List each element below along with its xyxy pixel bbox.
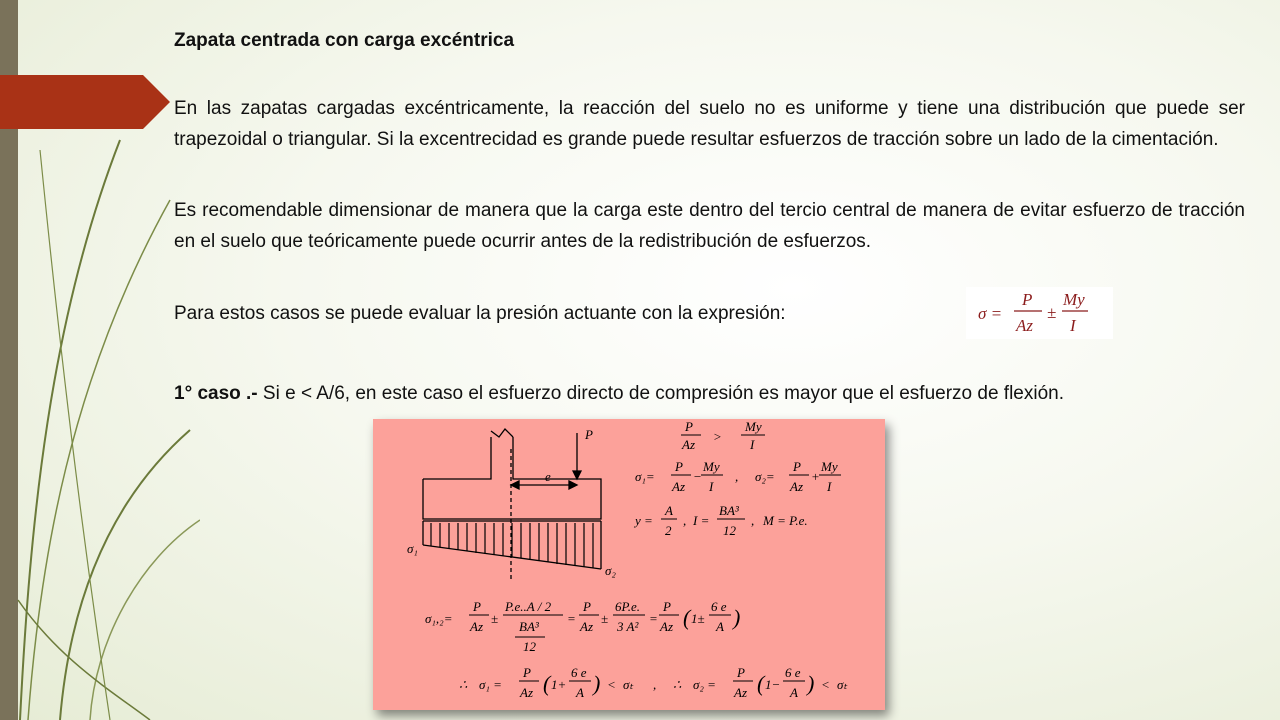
paragraph-pressure-expression: Para estos casos se puede evaluar la presión actuante con la expresión: [174, 303, 786, 324]
svg-text:I: I [709, 479, 714, 494]
svg-text:e: e [545, 469, 551, 484]
svg-text:σ₂ =: σ₂ = [693, 677, 716, 692]
svg-text:3 A²: 3 A² [617, 619, 639, 634]
svg-text:σ₁=: σ₁= [635, 469, 655, 484]
paragraph-recommendation: Es recomendable dimensionar de manera que la carga este dentro del tercio central de manera de evitar esfuerzo de tracción en el suelo que teóricamente puede ocurrir antes de la redistribución de esfuerzos. [174, 200, 1245, 252]
paragraph-case-1 [174, 378, 1245, 409]
svg-text:6 e: 6 e [571, 665, 587, 680]
svg-text:): ) [807, 671, 815, 696]
footing-diagram-image [373, 419, 885, 710]
svg-text:>: > [713, 429, 722, 444]
svg-text:P: P [737, 665, 745, 680]
svg-text:My: My [703, 459, 720, 474]
svg-text:σ =: σ = [978, 304, 1003, 323]
svg-text:Az: Az [580, 619, 593, 634]
svg-text:(: ( [543, 671, 551, 696]
svg-text:σₜ: σₜ [837, 677, 848, 692]
svg-text:BA³: BA³ [719, 503, 739, 518]
svg-text:P: P [685, 419, 693, 434]
svg-text:Az: Az [672, 479, 685, 494]
svg-text:A: A [665, 503, 673, 518]
svg-text:12: 12 [523, 639, 536, 654]
svg-text:A: A [790, 685, 798, 700]
svg-text:Az: Az [734, 685, 747, 700]
svg-text:My: My [1063, 290, 1085, 309]
svg-text:6 e: 6 e [785, 665, 801, 680]
svg-text:I: I [827, 479, 832, 494]
pressure-formula-image [966, 287, 1113, 339]
svg-text:+: + [811, 469, 820, 484]
svg-text:Az: Az [790, 479, 803, 494]
svg-text:P: P [1022, 290, 1033, 309]
svg-text:σ₂: σ₂ [605, 563, 616, 578]
svg-text:P: P [675, 459, 683, 474]
svg-text:,: , [653, 677, 657, 692]
svg-text:A: A [716, 619, 724, 634]
svg-text:σ₁: σ₁ [407, 541, 418, 556]
svg-text:,: , [751, 513, 755, 528]
svg-text:6 e: 6 e [711, 599, 727, 614]
svg-text:My: My [821, 459, 838, 474]
svg-text:I: I [750, 437, 755, 452]
svg-text:I: I [1070, 316, 1076, 335]
svg-text:y =: y = [635, 513, 653, 528]
accent-arrow-tab [0, 75, 170, 129]
svg-text:=: = [567, 611, 576, 626]
svg-text:Az: Az [520, 685, 533, 700]
svg-text:±: ± [491, 611, 499, 626]
svg-text:P: P [793, 459, 801, 474]
svg-text:P: P [523, 665, 531, 680]
svg-text:σ₁,₂=: σ₁,₂= [425, 611, 453, 626]
svg-text:σ₂=: σ₂= [755, 469, 775, 484]
svg-text:P: P [473, 599, 481, 614]
case-1-text: Si e < A/6, en este caso el esfuerzo directo de compresión es mayor que el esfuerzo de flexión. [257, 383, 1065, 404]
svg-text:1±: 1± [691, 611, 705, 626]
svg-text:BA³: BA³ [519, 619, 539, 634]
svg-text:M = P.e.: M = P.e. [763, 513, 808, 528]
svg-text:P.e..A / 2: P.e..A / 2 [505, 599, 552, 614]
svg-text:∴: ∴ [459, 677, 468, 692]
svg-text:A: A [576, 685, 584, 700]
slide-title: Zapata centrada con carga excéntrica [174, 30, 515, 51]
svg-text:1−: 1− [765, 677, 781, 692]
svg-text:): ) [733, 605, 741, 630]
svg-text:1+: 1+ [551, 677, 567, 692]
svg-text:(: ( [683, 605, 691, 630]
svg-text:(: ( [757, 671, 765, 696]
case-1-label: 1° caso .- [174, 383, 258, 404]
svg-text:2: 2 [665, 523, 672, 538]
svg-text:<: < [607, 677, 616, 692]
svg-text:−: − [693, 469, 702, 484]
paragraph-eccentric-intro: En las zapatas cargadas excéntricamente, la reacción del suelo no es uniforme y tiene una distribución que puede ser trapezoidal o triangular. Si la excentrecidad es grande puede resultar esfuerzos de tracción sobre un lado de la cimentación. [174, 98, 1245, 150]
svg-text:σ₁ =: σ₁ = [479, 677, 502, 692]
svg-text:6P.e.: 6P.e. [615, 599, 641, 614]
svg-text:±: ± [601, 611, 609, 626]
svg-text:12: 12 [723, 523, 736, 538]
svg-text:Az: Az [1016, 316, 1033, 335]
svg-text:,: , [735, 469, 739, 484]
svg-text:): ) [593, 671, 601, 696]
svg-text:P: P [583, 599, 591, 614]
svg-text:±: ± [1047, 303, 1057, 322]
svg-text:,: , [683, 513, 687, 528]
svg-text:<: < [821, 677, 830, 692]
svg-text:σₜ: σₜ [623, 677, 634, 692]
svg-text:P: P [585, 427, 593, 442]
svg-text:Az: Az [660, 619, 673, 634]
svg-text:I =: I = [693, 513, 710, 528]
svg-text:∴: ∴ [673, 677, 682, 692]
svg-text:=: = [649, 611, 658, 626]
svg-text:Az: Az [470, 619, 483, 634]
svg-text:Az: Az [682, 437, 695, 452]
svg-text:P: P [663, 599, 671, 614]
svg-text:My: My [745, 419, 762, 434]
